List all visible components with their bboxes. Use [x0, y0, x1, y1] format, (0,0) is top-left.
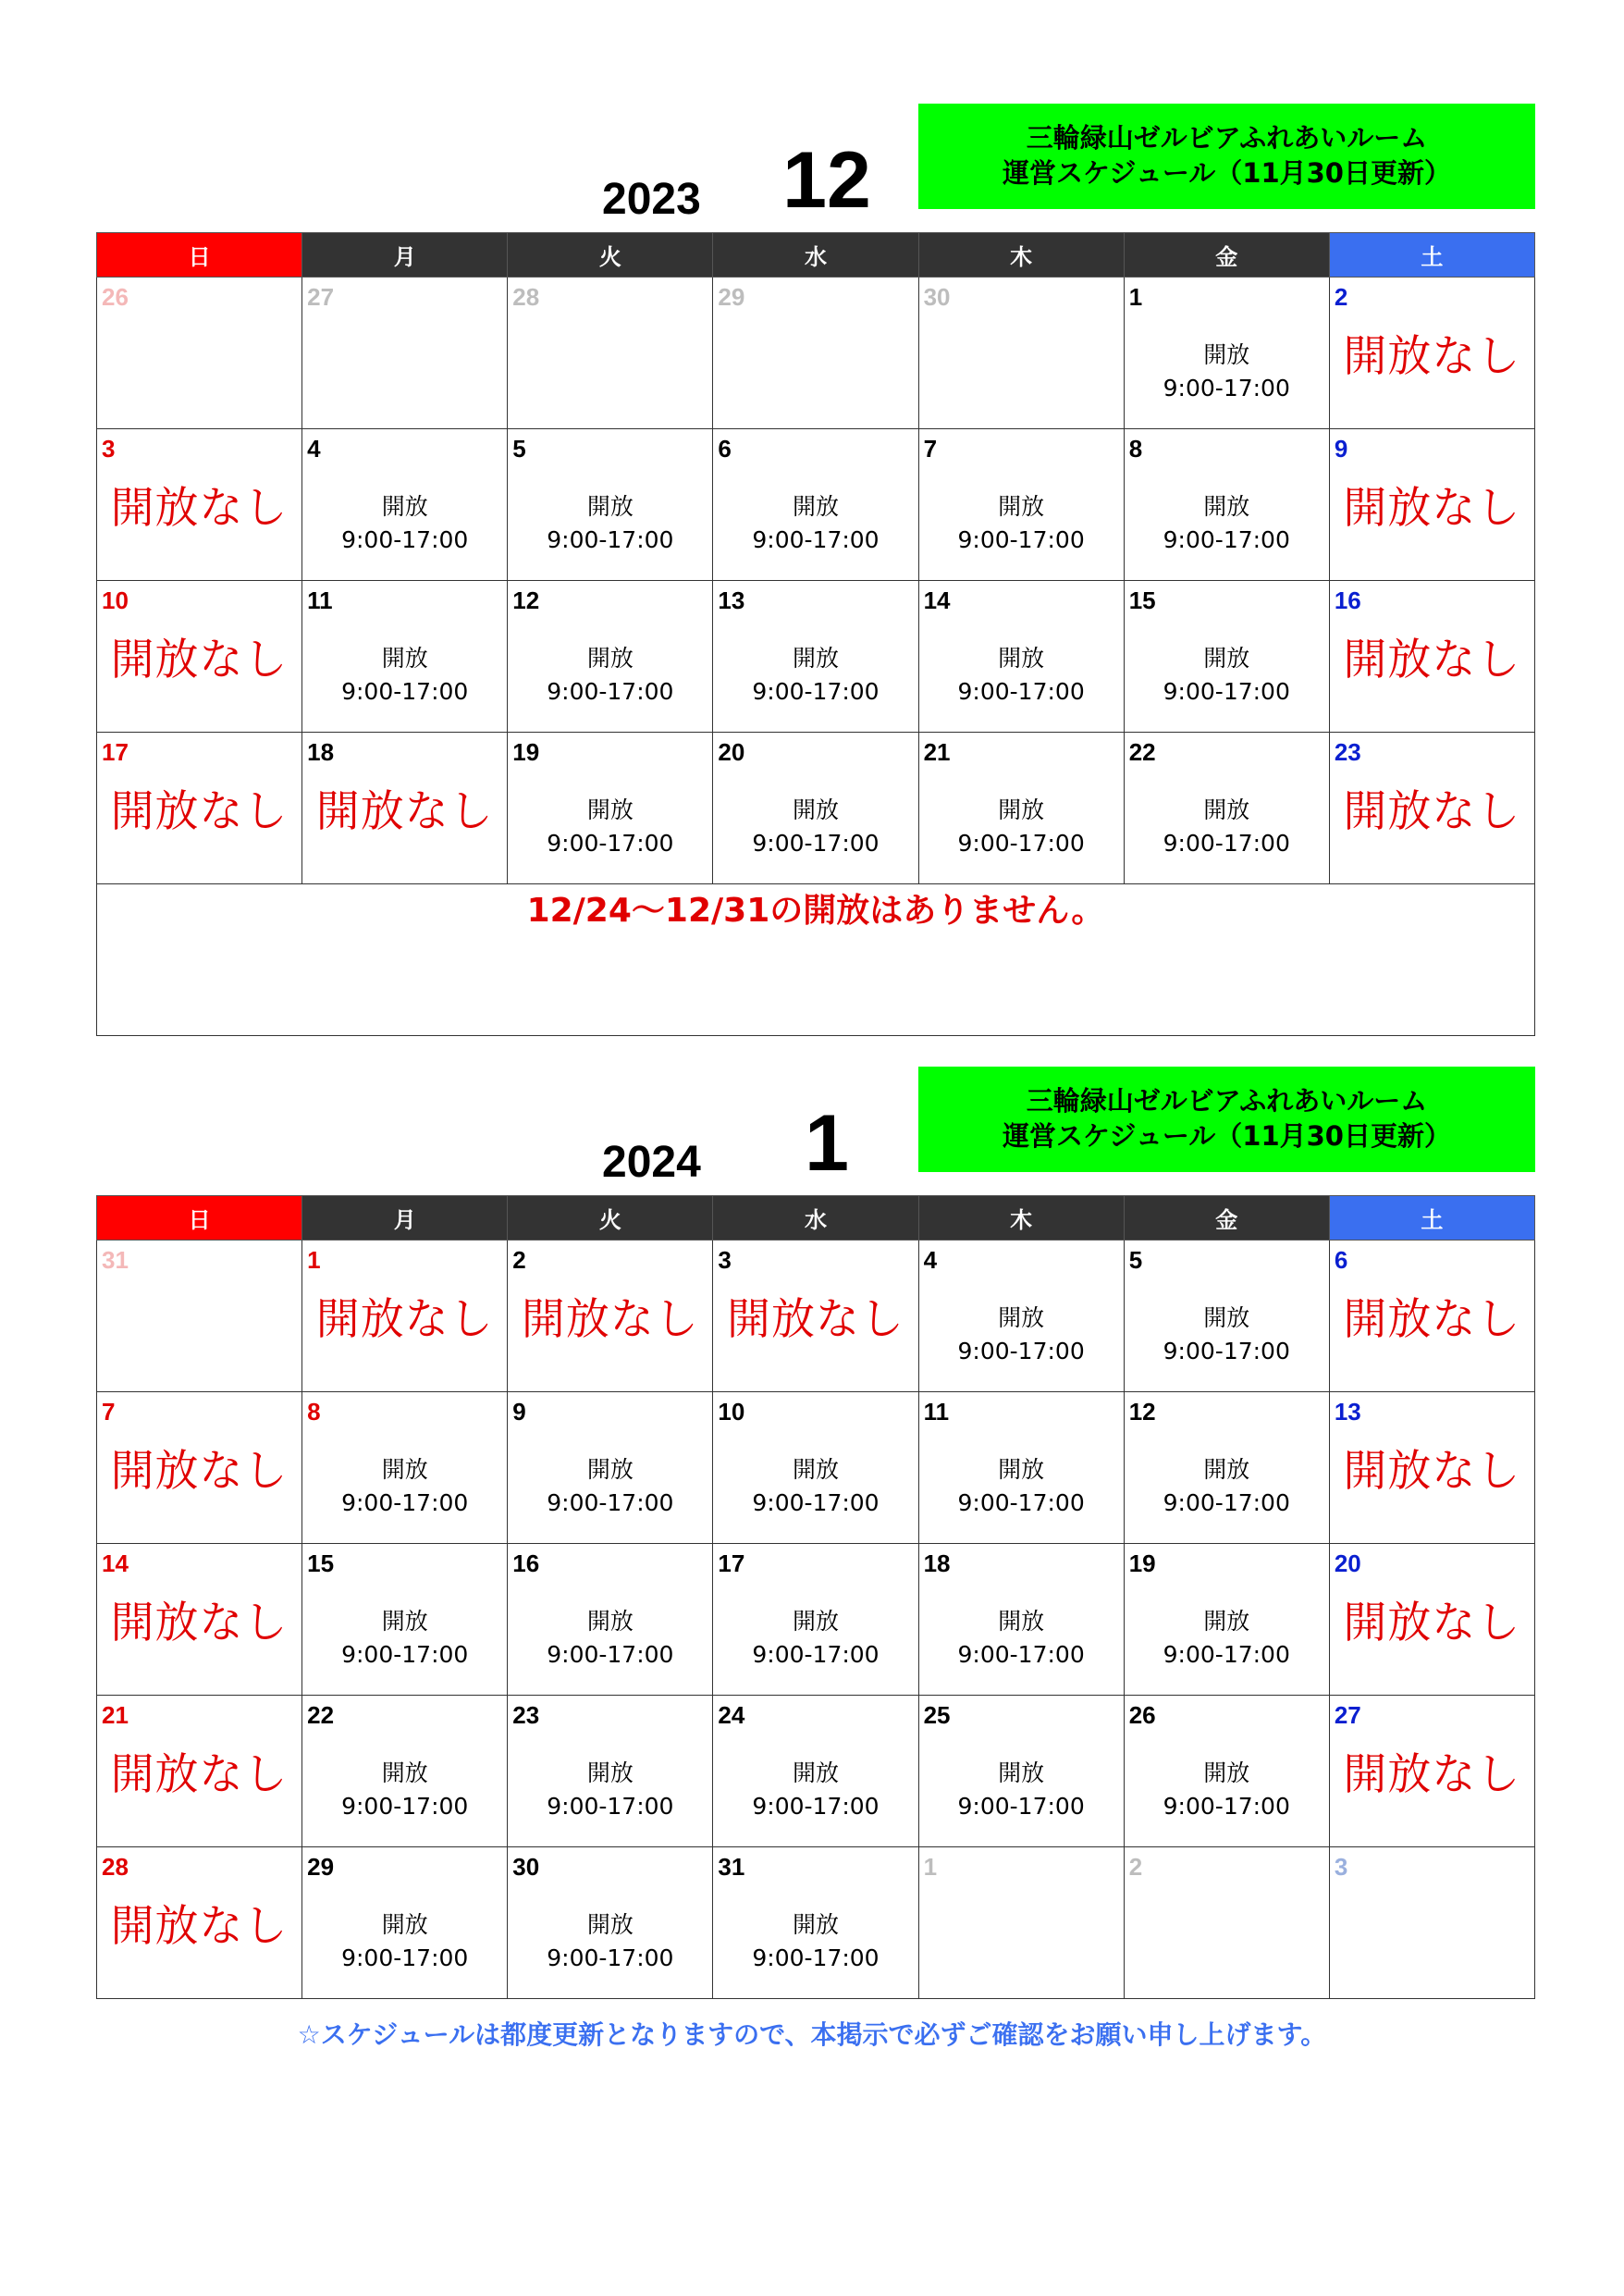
day-number: 4 — [923, 1246, 938, 1274]
day-cell — [508, 581, 713, 733]
day-number: 31 — [102, 1246, 129, 1274]
hours-label: 9:00-17:00 — [752, 678, 880, 705]
month-label: 1 — [805, 1099, 849, 1188]
calendar-body — [97, 1241, 1535, 1999]
closed-label: 開放なし — [1343, 1598, 1521, 1648]
hours-label: 9:00-17:00 — [341, 526, 469, 553]
hours-label: 9:00-17:00 — [547, 1641, 674, 1668]
day-number: 11 — [923, 1398, 950, 1426]
open-hours — [713, 1908, 917, 1975]
day-number: 15 — [307, 1549, 335, 1577]
calendar-body — [97, 278, 1535, 1036]
day-cell — [918, 733, 1124, 884]
closed-label: 開放なし — [110, 786, 289, 837]
open-label: 開放 — [1203, 1456, 1250, 1483]
day-number: 16 — [1334, 586, 1361, 614]
closed-label: 開放なし — [110, 635, 289, 685]
day-number: 18 — [307, 738, 335, 766]
day-number: 30 — [923, 283, 951, 311]
hours-label: 9:00-17:00 — [547, 678, 674, 705]
open-label: 開放 — [998, 645, 1045, 672]
day-number: 3 — [1334, 1853, 1348, 1881]
day-cell — [918, 278, 1124, 429]
closed-label: 開放なし — [315, 1294, 494, 1345]
open-hours — [302, 1757, 507, 1823]
open-label: 開放 — [998, 1759, 1045, 1786]
year-label: 2024 — [602, 1138, 701, 1187]
closed-label: 開放なし — [110, 1598, 289, 1648]
weekday-header: 水 — [713, 233, 918, 278]
day-cell — [508, 1392, 713, 1544]
day-number: 7 — [102, 1398, 116, 1426]
open-hours — [1125, 794, 1329, 860]
open-hours — [508, 794, 712, 860]
day-number: 28 — [102, 1853, 129, 1881]
day-cell — [1329, 278, 1534, 429]
day-number: 23 — [512, 1701, 540, 1729]
day-cell — [1329, 1696, 1534, 1847]
hours-label: 9:00-17:00 — [341, 1641, 469, 1668]
day-cell — [508, 1241, 713, 1392]
day-number: 12 — [512, 586, 540, 614]
calendar-grid — [96, 1195, 1535, 1999]
day-cell — [508, 1847, 713, 1999]
calendar-grid — [96, 232, 1535, 1036]
hours-label: 9:00-17:00 — [1163, 375, 1290, 401]
hours-label: 9:00-17:00 — [1163, 526, 1290, 553]
hours-label: 9:00-17:00 — [957, 678, 1085, 705]
hours-label: 9:00-17:00 — [341, 1793, 469, 1820]
weekday-header: 木 — [918, 1196, 1124, 1241]
calendar-december-2023 — [96, 104, 1535, 1036]
open-label: 開放 — [792, 1456, 839, 1483]
day-number: 1 — [1128, 283, 1143, 311]
open-label: 開放 — [792, 796, 839, 823]
open-hours — [713, 1757, 917, 1823]
hours-label: 9:00-17:00 — [957, 526, 1085, 553]
open-label: 開放 — [1203, 796, 1250, 823]
open-hours — [919, 490, 1124, 557]
closed-label: 開放なし — [1343, 1294, 1521, 1345]
day-cell — [713, 733, 918, 884]
day-number: 3 — [718, 1246, 732, 1274]
day-number: 5 — [512, 435, 526, 463]
day-cell — [713, 1392, 918, 1544]
open-hours — [919, 1605, 1124, 1672]
day-cell — [1124, 1696, 1329, 1847]
day-number: 11 — [307, 586, 333, 614]
closed-label: 開放なし — [110, 1901, 289, 1952]
weekday-header: 日 — [97, 233, 302, 278]
open-hours — [1125, 1757, 1329, 1823]
open-label: 開放 — [792, 1759, 839, 1786]
info-box-schedule: 運営スケジュール（11月30日更新） — [1003, 157, 1451, 189]
open-label: 開放 — [381, 1759, 428, 1786]
day-cell — [302, 1847, 508, 1999]
day-cell — [302, 429, 508, 581]
day-cell — [713, 581, 918, 733]
weekday-header: 日 — [97, 1196, 302, 1241]
day-cell — [918, 581, 1124, 733]
open-label: 開放 — [586, 1759, 634, 1786]
day-number: 17 — [102, 738, 129, 766]
weekday-header: 金 — [1124, 233, 1329, 278]
day-number: 19 — [1128, 1549, 1156, 1577]
hours-label: 9:00-17:00 — [752, 1641, 880, 1668]
open-label: 開放 — [1203, 493, 1250, 520]
open-label: 開放 — [998, 493, 1045, 520]
day-number: 29 — [307, 1853, 335, 1881]
closed-label: 開放なし — [1343, 331, 1521, 382]
day-cell — [1124, 1544, 1329, 1696]
day-number: 26 — [102, 283, 129, 311]
open-hours — [508, 1908, 712, 1975]
open-hours — [713, 490, 917, 557]
hours-label: 9:00-17:00 — [1163, 678, 1290, 705]
open-hours — [1125, 1453, 1329, 1520]
day-cell — [97, 581, 302, 733]
day-number: 1 — [307, 1246, 321, 1274]
open-hours — [508, 642, 712, 709]
day-cell — [1329, 581, 1534, 733]
closed-label: 開放なし — [521, 1294, 699, 1345]
day-cell — [1124, 1241, 1329, 1392]
hours-label: 9:00-17:00 — [341, 1489, 469, 1516]
day-cell — [97, 1241, 302, 1392]
closed-label: 開放なし — [110, 483, 289, 534]
hours-label: 9:00-17:00 — [752, 830, 880, 857]
hours-label: 9:00-17:00 — [547, 1489, 674, 1516]
day-number: 31 — [718, 1853, 745, 1881]
day-number: 8 — [307, 1398, 321, 1426]
day-number: 10 — [718, 1398, 745, 1426]
day-number: 29 — [718, 283, 745, 311]
hours-label: 9:00-17:00 — [752, 1944, 880, 1971]
day-cell — [1329, 1544, 1534, 1696]
hours-label: 9:00-17:00 — [341, 1944, 469, 1971]
weekday-header: 木 — [918, 233, 1124, 278]
open-label: 開放 — [792, 1911, 839, 1938]
day-number: 3 — [102, 435, 116, 463]
day-number: 16 — [512, 1549, 540, 1577]
open-hours — [713, 1605, 917, 1672]
open-hours — [1125, 1605, 1329, 1672]
day-number: 28 — [512, 283, 540, 311]
day-number: 27 — [307, 283, 335, 311]
hours-label: 9:00-17:00 — [547, 1793, 674, 1820]
open-hours — [302, 1605, 507, 1672]
week-row — [97, 1847, 1535, 1999]
day-number: 22 — [1128, 738, 1156, 766]
day-cell — [97, 1544, 302, 1696]
open-label: 開放 — [998, 1608, 1045, 1635]
day-cell — [302, 1544, 508, 1696]
day-cell — [1124, 733, 1329, 884]
day-cell — [302, 1241, 508, 1392]
weekday-header: 土 — [1329, 233, 1534, 278]
hours-label: 9:00-17:00 — [752, 1793, 880, 1820]
day-cell — [918, 1392, 1124, 1544]
open-label: 開放 — [586, 493, 634, 520]
open-hours — [302, 642, 507, 709]
week-row — [97, 1544, 1535, 1696]
hours-label: 9:00-17:00 — [547, 830, 674, 857]
day-number: 20 — [1334, 1549, 1361, 1577]
day-number: 21 — [102, 1701, 129, 1729]
calendar-title-row — [96, 104, 1535, 225]
day-cell — [918, 1241, 1124, 1392]
info-box-facility: 三輪緑山ゼルビアふれあいルーム — [1026, 1085, 1428, 1117]
open-label: 開放 — [586, 1608, 634, 1635]
open-label: 開放 — [381, 1911, 428, 1938]
day-cell — [1124, 581, 1329, 733]
open-hours — [1125, 490, 1329, 557]
closed-label: 開放なし — [110, 1446, 289, 1497]
day-cell — [1124, 1392, 1329, 1544]
info-box-schedule: 運営スケジュール（11月30日更新） — [1003, 1120, 1451, 1152]
note-row — [97, 884, 1535, 1036]
open-label: 開放 — [792, 645, 839, 672]
day-number: 21 — [923, 738, 951, 766]
weekday-header-row — [97, 1196, 1535, 1241]
closed-label: 開放なし — [1343, 635, 1521, 685]
hours-label: 9:00-17:00 — [341, 678, 469, 705]
day-number: 22 — [307, 1701, 335, 1729]
day-number: 25 — [923, 1701, 951, 1729]
hours-label: 9:00-17:00 — [1163, 1641, 1290, 1668]
weekday-header: 火 — [508, 233, 713, 278]
day-cell — [1329, 1392, 1534, 1544]
weekday-header: 金 — [1124, 1196, 1329, 1241]
open-hours — [302, 490, 507, 557]
week-row — [97, 733, 1535, 884]
open-hours — [302, 1453, 507, 1520]
day-number: 24 — [718, 1701, 745, 1729]
open-label: 開放 — [792, 1608, 839, 1635]
day-cell — [713, 429, 918, 581]
day-number: 18 — [923, 1549, 951, 1577]
day-number: 20 — [718, 738, 745, 766]
week-row — [97, 1241, 1535, 1392]
day-cell — [1329, 733, 1534, 884]
open-label: 開放 — [792, 493, 839, 520]
day-cell — [508, 1696, 713, 1847]
closed-label: 開放なし — [1343, 1446, 1521, 1497]
day-number: 17 — [718, 1549, 745, 1577]
closed-label: 開放なし — [1343, 483, 1521, 534]
day-cell — [97, 1392, 302, 1544]
info-box-facility: 三輪緑山ゼルビアふれあいルーム — [1026, 122, 1428, 154]
day-cell — [302, 278, 508, 429]
day-number: 13 — [718, 586, 745, 614]
open-label: 開放 — [1203, 1759, 1250, 1786]
open-label: 開放 — [586, 796, 634, 823]
day-cell — [1329, 1241, 1534, 1392]
open-hours — [919, 794, 1124, 860]
closure-note: 12/24～12/31の開放はありません。 — [97, 884, 1535, 1036]
hours-label: 9:00-17:00 — [957, 1338, 1085, 1364]
open-hours — [713, 1453, 917, 1520]
open-label: 開放 — [586, 1911, 634, 1938]
week-row — [97, 1696, 1535, 1847]
day-cell — [1124, 1847, 1329, 1999]
weekday-header: 月 — [302, 1196, 508, 1241]
weekday-header: 火 — [508, 1196, 713, 1241]
hours-label: 9:00-17:00 — [957, 1793, 1085, 1820]
hours-label: 9:00-17:00 — [547, 526, 674, 553]
open-label: 開放 — [586, 645, 634, 672]
calendar-january-2024 — [96, 1067, 1535, 1999]
day-number: 4 — [307, 435, 321, 463]
day-cell — [302, 581, 508, 733]
open-hours — [302, 1908, 507, 1975]
day-cell — [713, 1696, 918, 1847]
hours-label: 9:00-17:00 — [752, 526, 880, 553]
weekday-header: 水 — [713, 1196, 918, 1241]
day-number: 14 — [102, 1549, 129, 1577]
calendar-title-row — [96, 1067, 1535, 1188]
hours-label: 9:00-17:00 — [957, 1641, 1085, 1668]
day-number: 30 — [512, 1853, 540, 1881]
closed-label: 開放なし — [1343, 1749, 1521, 1800]
open-label: 開放 — [381, 1608, 428, 1635]
weekday-header-row — [97, 233, 1535, 278]
day-number: 26 — [1128, 1701, 1156, 1729]
day-number: 12 — [1128, 1398, 1156, 1426]
day-cell — [713, 1544, 918, 1696]
open-hours — [713, 794, 917, 860]
day-cell — [508, 1544, 713, 1696]
day-cell — [97, 278, 302, 429]
open-hours — [1125, 339, 1329, 405]
day-number: 5 — [1128, 1246, 1143, 1274]
open-label: 開放 — [1203, 645, 1250, 672]
open-label: 開放 — [381, 645, 428, 672]
open-label: 開放 — [1203, 1608, 1250, 1635]
day-cell — [97, 1847, 302, 1999]
open-hours — [1125, 642, 1329, 709]
day-number: 8 — [1128, 435, 1143, 463]
open-hours — [508, 490, 712, 557]
hours-label: 9:00-17:00 — [1163, 830, 1290, 857]
day-cell — [508, 278, 713, 429]
hours-label: 9:00-17:00 — [957, 830, 1085, 857]
open-label: 開放 — [586, 1456, 634, 1483]
hours-label: 9:00-17:00 — [752, 1489, 880, 1516]
open-label: 開放 — [998, 796, 1045, 823]
week-row — [97, 278, 1535, 429]
day-cell — [508, 429, 713, 581]
open-hours — [508, 1605, 712, 1672]
day-number: 2 — [1334, 283, 1348, 311]
open-hours — [1125, 1302, 1329, 1368]
week-row — [97, 581, 1535, 733]
day-cell — [918, 1544, 1124, 1696]
day-number: 19 — [512, 738, 540, 766]
day-number: 27 — [1334, 1701, 1361, 1729]
day-number: 7 — [923, 435, 938, 463]
day-number: 9 — [1334, 435, 1348, 463]
info-box — [918, 104, 1535, 209]
weekday-header: 土 — [1329, 1196, 1534, 1241]
week-row — [97, 429, 1535, 581]
open-hours — [508, 1453, 712, 1520]
day-number: 1 — [923, 1853, 938, 1881]
year-label: 2023 — [602, 175, 701, 224]
day-number: 14 — [923, 586, 951, 614]
open-hours — [919, 1302, 1124, 1368]
day-number: 9 — [512, 1398, 526, 1426]
open-label: 開放 — [381, 1456, 428, 1483]
day-cell — [713, 1241, 918, 1392]
day-number: 6 — [718, 435, 732, 463]
day-cell — [918, 1847, 1124, 1999]
day-cell — [1329, 1847, 1534, 1999]
day-cell — [302, 1696, 508, 1847]
day-cell — [302, 733, 508, 884]
closed-label: 開放なし — [726, 1294, 904, 1345]
day-cell — [508, 733, 713, 884]
open-hours — [919, 642, 1124, 709]
weekday-header: 月 — [302, 233, 508, 278]
hours-label: 9:00-17:00 — [1163, 1793, 1290, 1820]
day-cell — [713, 1847, 918, 1999]
open-label: 開放 — [1203, 1304, 1250, 1331]
open-label: 開放 — [998, 1304, 1045, 1331]
open-hours — [508, 1757, 712, 1823]
hours-label: 9:00-17:00 — [1163, 1489, 1290, 1516]
day-cell — [1124, 278, 1329, 429]
day-cell — [97, 1696, 302, 1847]
day-cell — [1124, 429, 1329, 581]
day-number: 2 — [1128, 1853, 1143, 1881]
day-cell — [302, 1392, 508, 1544]
footer-note: ☆スケジュールは都度更新となりますので、本掲示で必ずご確認をお願い申し上げます。 — [297, 2019, 1327, 2050]
day-cell — [1329, 429, 1534, 581]
week-row — [97, 1392, 1535, 1544]
day-cell — [97, 733, 302, 884]
hours-label: 9:00-17:00 — [957, 1489, 1085, 1516]
day-number: 15 — [1128, 586, 1156, 614]
info-box — [918, 1067, 1535, 1172]
closed-label: 開放なし — [1343, 786, 1521, 837]
day-cell — [918, 1696, 1124, 1847]
day-cell — [97, 429, 302, 581]
day-number: 10 — [102, 586, 129, 614]
day-number: 23 — [1334, 738, 1361, 766]
day-cell — [713, 278, 918, 429]
day-number: 2 — [512, 1246, 526, 1274]
hours-label: 9:00-17:00 — [1163, 1338, 1290, 1364]
day-number: 6 — [1334, 1246, 1348, 1274]
day-number: 13 — [1334, 1398, 1361, 1426]
open-label: 開放 — [1203, 341, 1250, 368]
open-hours — [919, 1453, 1124, 1520]
open-label: 開放 — [381, 493, 428, 520]
hours-label: 9:00-17:00 — [547, 1944, 674, 1971]
open-label: 開放 — [998, 1456, 1045, 1483]
open-hours — [713, 642, 917, 709]
month-label: 12 — [782, 136, 871, 225]
open-hours — [919, 1757, 1124, 1823]
day-cell — [918, 429, 1124, 581]
closed-label: 開放なし — [315, 786, 494, 837]
closed-label: 開放なし — [110, 1749, 289, 1800]
